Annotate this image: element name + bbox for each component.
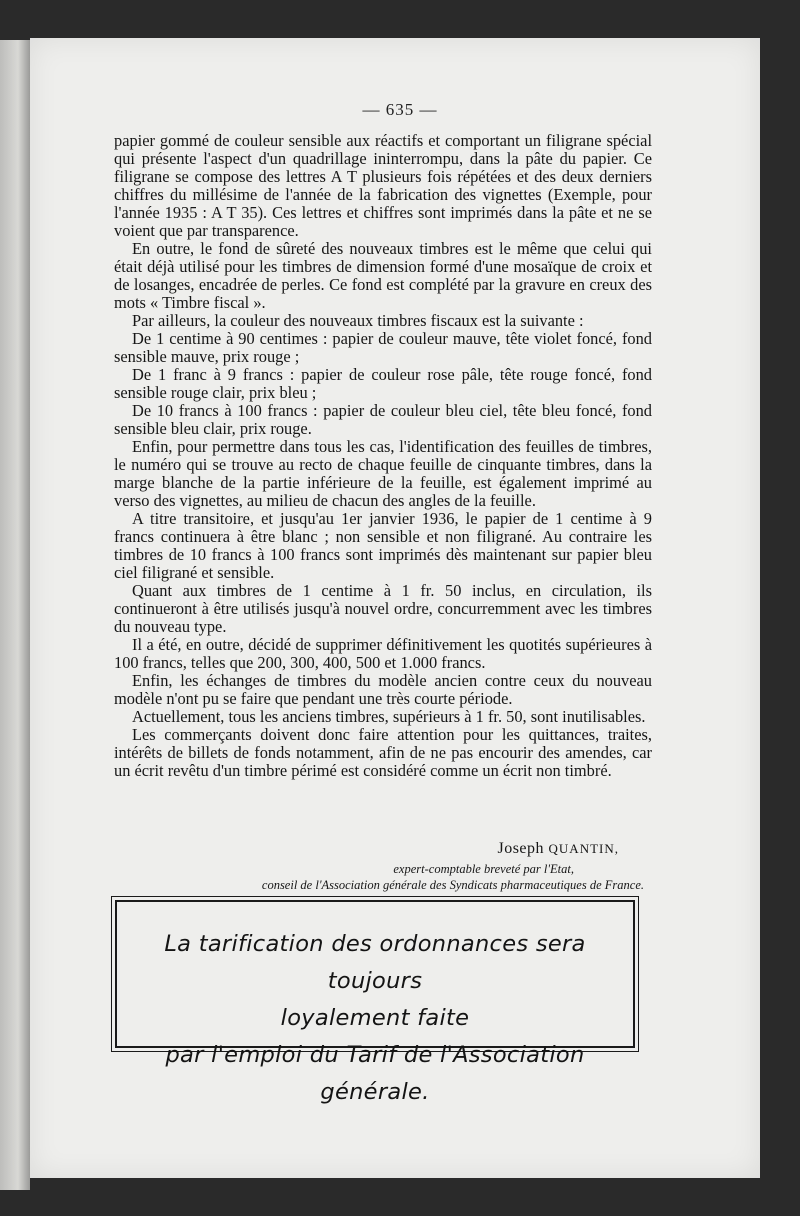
page-number: — 635 — <box>362 100 438 119</box>
signature-block <box>114 840 644 893</box>
paragraph: Quant aux timbres de 1 centime à 1 fr. 50 inclus, en circulation, ils continueront à être utilisés jusqu'à nouvel ordre, concurremment avec les timbres du nouveau type. <box>114 581 652 636</box>
previous-page-edge <box>0 40 30 1190</box>
paragraph: papier gommé de couleur sensible aux réactifs et comportant un filigrane spécial qui présente l'aspect d'un quadrillage ininterrompu, dans la pâte du papier. Ce filigrane se compose des lettres A T plusieurs fois répétées et des deux derniers chiffres du millésime de l'année de la fabrication des vignettes (Exemple, pour l'année 1935 : A T 35). Ces lettres et chiffres sont imprimés dans la pâte et ne se voient que par transparence. <box>114 131 652 240</box>
paragraph: De 10 francs à 100 francs : papier de couleur bleu ciel, tête bleu foncé, fond sensible bleu clair, prix rouge. <box>114 401 652 438</box>
author-organization: conseil de l'Association générale des Syndicats pharmaceutiques de France. <box>261 878 644 892</box>
notice-line: La tarification des ordonnances sera toujours <box>164 931 586 994</box>
paragraph: De 1 centime à 90 centimes : papier de couleur mauve, tête violet foncé, fond sensible mauve, prix rouge ; <box>114 329 652 366</box>
paragraph: Enfin, pour permettre dans tous les cas, l'identification des feuilles de timbres, le numéro qui se trouve au recto de chaque feuille de cinquante timbres, dans la marge blanche de la partie inférieure de la feuille, est également imprimé au verso des vignettes, au milieu de chacun des angles de la feuille. <box>114 437 652 510</box>
paragraph: Enfin, les échanges de timbres du modèle ancien contre ceux du nouveau modèle n'ont pu se faire que pendant une très courte période. <box>114 671 652 708</box>
paragraph: Par ailleurs, la couleur des nouveaux timbres fiscaux est la suivante : <box>132 311 584 330</box>
paragraph: De 1 franc à 9 francs : papier de couleur rose pâle, tête rouge foncé, fond sensible rouge clair, prix bleu ; <box>114 365 652 402</box>
paragraph: En outre, le fond de sûreté des nouveaux timbres est le même que celui qui était déjà utilisé pour les timbres de dimension formé d'une mosaïque de croix et de losanges, encadrée de perles. Ce fond est complété par la gravure en creux des mots « Timbre fiscal ». <box>114 239 652 312</box>
article-body <box>114 132 652 780</box>
author-name <box>114 840 644 858</box>
notice-text <box>117 926 633 1111</box>
paragraph: Il a été, en outre, décidé de supprimer définitivement les quotités supérieures à 100 francs, telles que 200, 300, 400, 500 et 1.000 francs. <box>114 635 652 672</box>
author-last-name: QUANTIN, <box>548 841 619 856</box>
notice-line: par l'emploi du Tarif de l'Association générale. <box>165 1042 585 1105</box>
author-first-name: Joseph <box>497 840 545 857</box>
paragraph: Actuellement, tous les anciens timbres, supérieurs à 1 fr. 50, sont inutilisables. <box>132 707 646 726</box>
paragraph: A titre transitoire, et jusqu'au 1er janvier 1936, le papier de 1 centime à 9 francs continuera à être blanc ; non sensible et non filigrané. Au contraire les timbres de 10 francs à 100 francs sont imprimés dès maintenant sur papier bleu ciel filigrané et sensible. <box>114 509 652 582</box>
notice-box <box>115 900 635 1105</box>
paragraph: Les commerçants doivent donc faire attention pour les quittances, traites, intérêts de billets de fonds notamment, afin de ne pas encourir des amendes, car un écrit revêtu d'un timbre périmé est considéré comme un écrit non timbré. <box>114 725 652 780</box>
author-role: expert-comptable breveté par l'Etat, <box>393 862 574 876</box>
notice-line: loyalement faite <box>280 1005 470 1031</box>
